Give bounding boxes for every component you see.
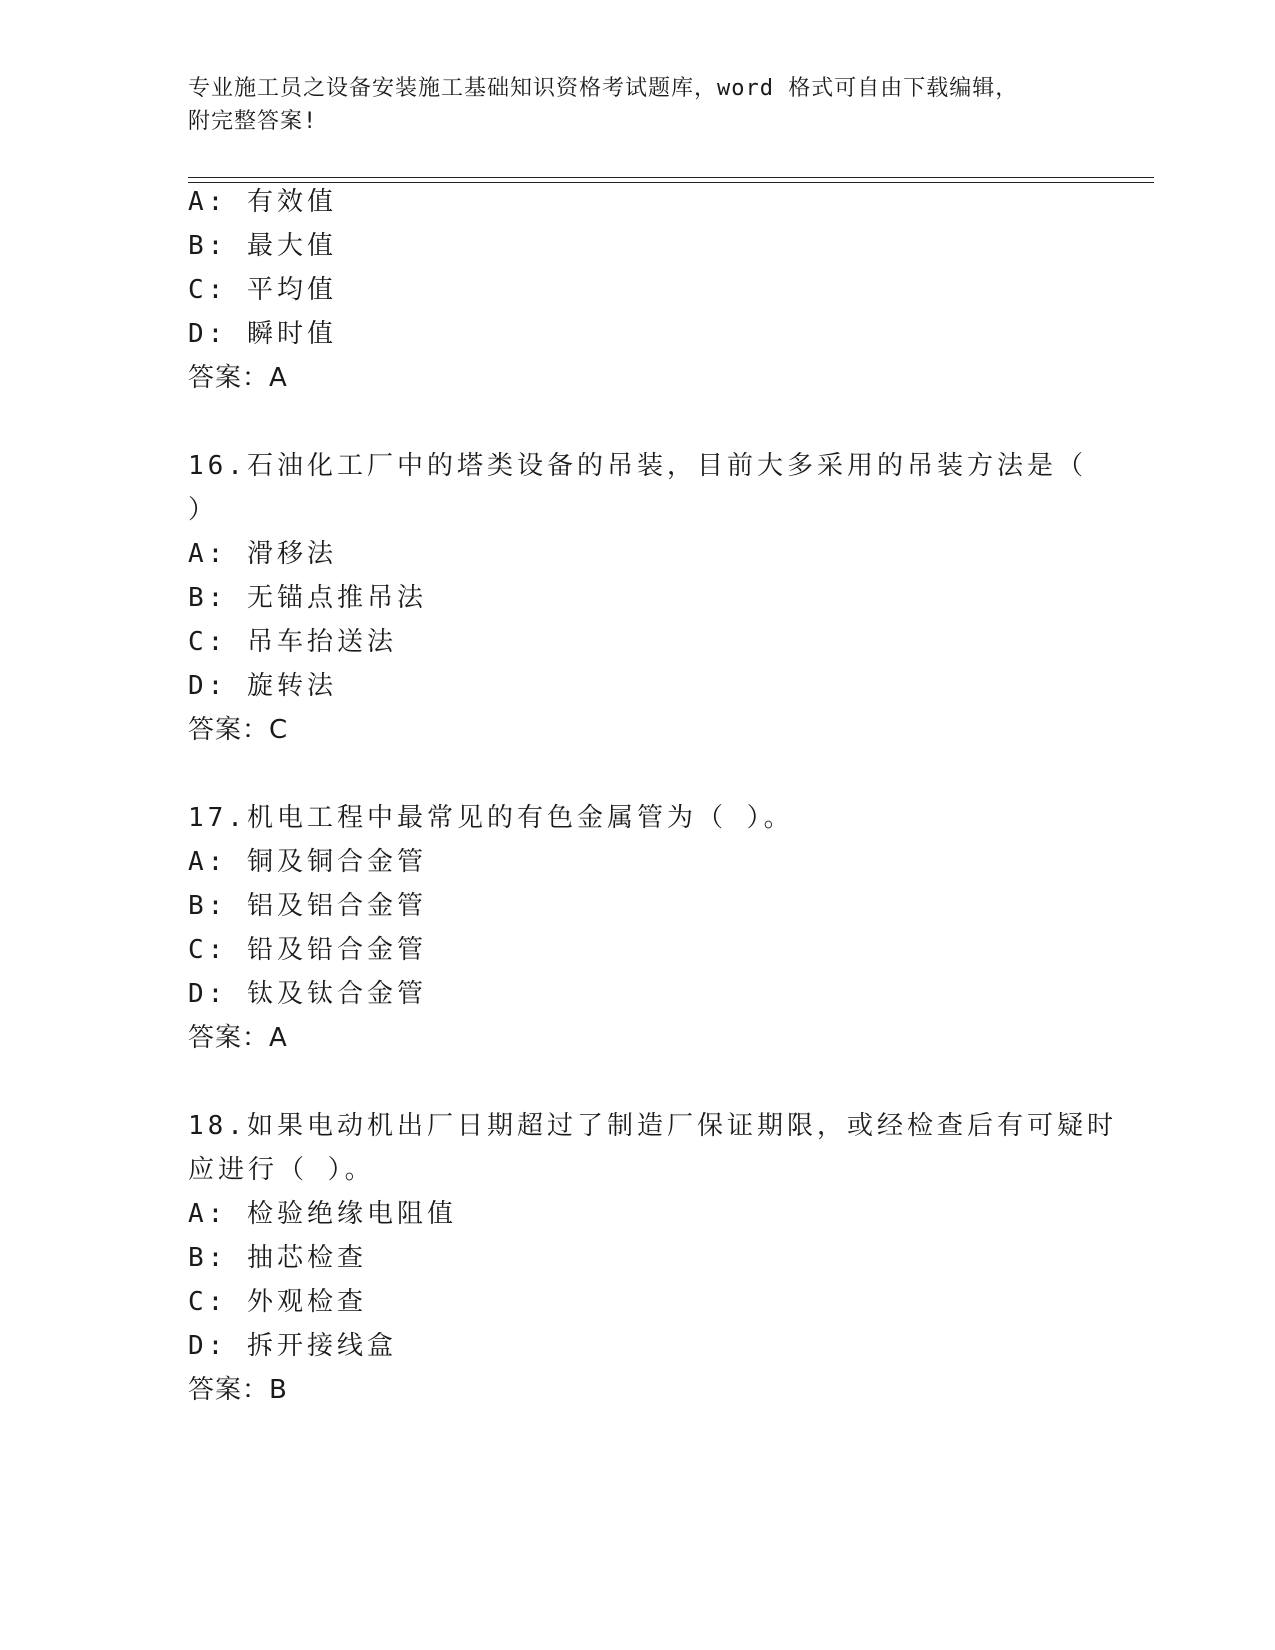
- q17-option-b: B: 铝及铝合金管: [188, 891, 427, 921]
- header-divider-top: [188, 177, 1154, 178]
- q18-option-a: A: 检验绝缘电阻值: [188, 1199, 457, 1229]
- q17-question-line-1: 17.机电工程中最常见的有色金属管为（ ）。: [188, 803, 794, 833]
- q16-option-b: B: 无锚点推吊法: [188, 583, 427, 613]
- header-line-2: 附完整答案!: [188, 109, 318, 134]
- q15-option-d: D: 瞬时值: [188, 319, 337, 349]
- q16-option-d: D: 旋转法: [188, 671, 337, 701]
- q16-option-c: C: 吊车抬送法: [188, 627, 397, 657]
- q18-option-d: D: 拆开接线盒: [188, 1331, 397, 1361]
- q17-option-a: A: 铜及铜合金管: [188, 847, 427, 877]
- q18-option-c: C: 外观检查: [188, 1287, 367, 1317]
- q16-option-a: A: 滑移法: [188, 539, 337, 569]
- q18-question-line-2: 应进行（ ）。: [188, 1155, 375, 1185]
- header-line-1: 专业施工员之设备安装施工基础知识资格考试题库，word 格式可自由下载编辑，: [188, 76, 1019, 101]
- q16-answer: 答案：C: [188, 715, 289, 745]
- q18-answer: 答案：B: [188, 1375, 288, 1405]
- q17-option-c: C: 铅及铅合金管: [188, 935, 427, 965]
- q15-option-c: C: 平均值: [188, 275, 337, 305]
- q15-answer: 答案：A: [188, 363, 288, 393]
- header-divider-bottom: [188, 182, 1154, 183]
- document-header: [188, 72, 1088, 138]
- q17-answer: 答案：A: [188, 1023, 288, 1053]
- q17-option-d: D: 钛及钛合金管: [188, 979, 427, 1009]
- q15-option-b: B: 最大值: [188, 231, 337, 261]
- q18-question-line-1: 18.如果电动机出厂日期超过了制造厂保证期限，或经检查后有可疑时: [188, 1111, 1117, 1141]
- q18-option-b: B: 抽芯检查: [188, 1243, 367, 1273]
- q15-option-a: A: 有效值: [188, 187, 337, 217]
- q16-question-line-2: ）: [188, 495, 219, 525]
- q16-question-line-1: 16.石油化工厂中的塔类设备的吊装，目前大多采用的吊装方法是（: [188, 451, 1087, 481]
